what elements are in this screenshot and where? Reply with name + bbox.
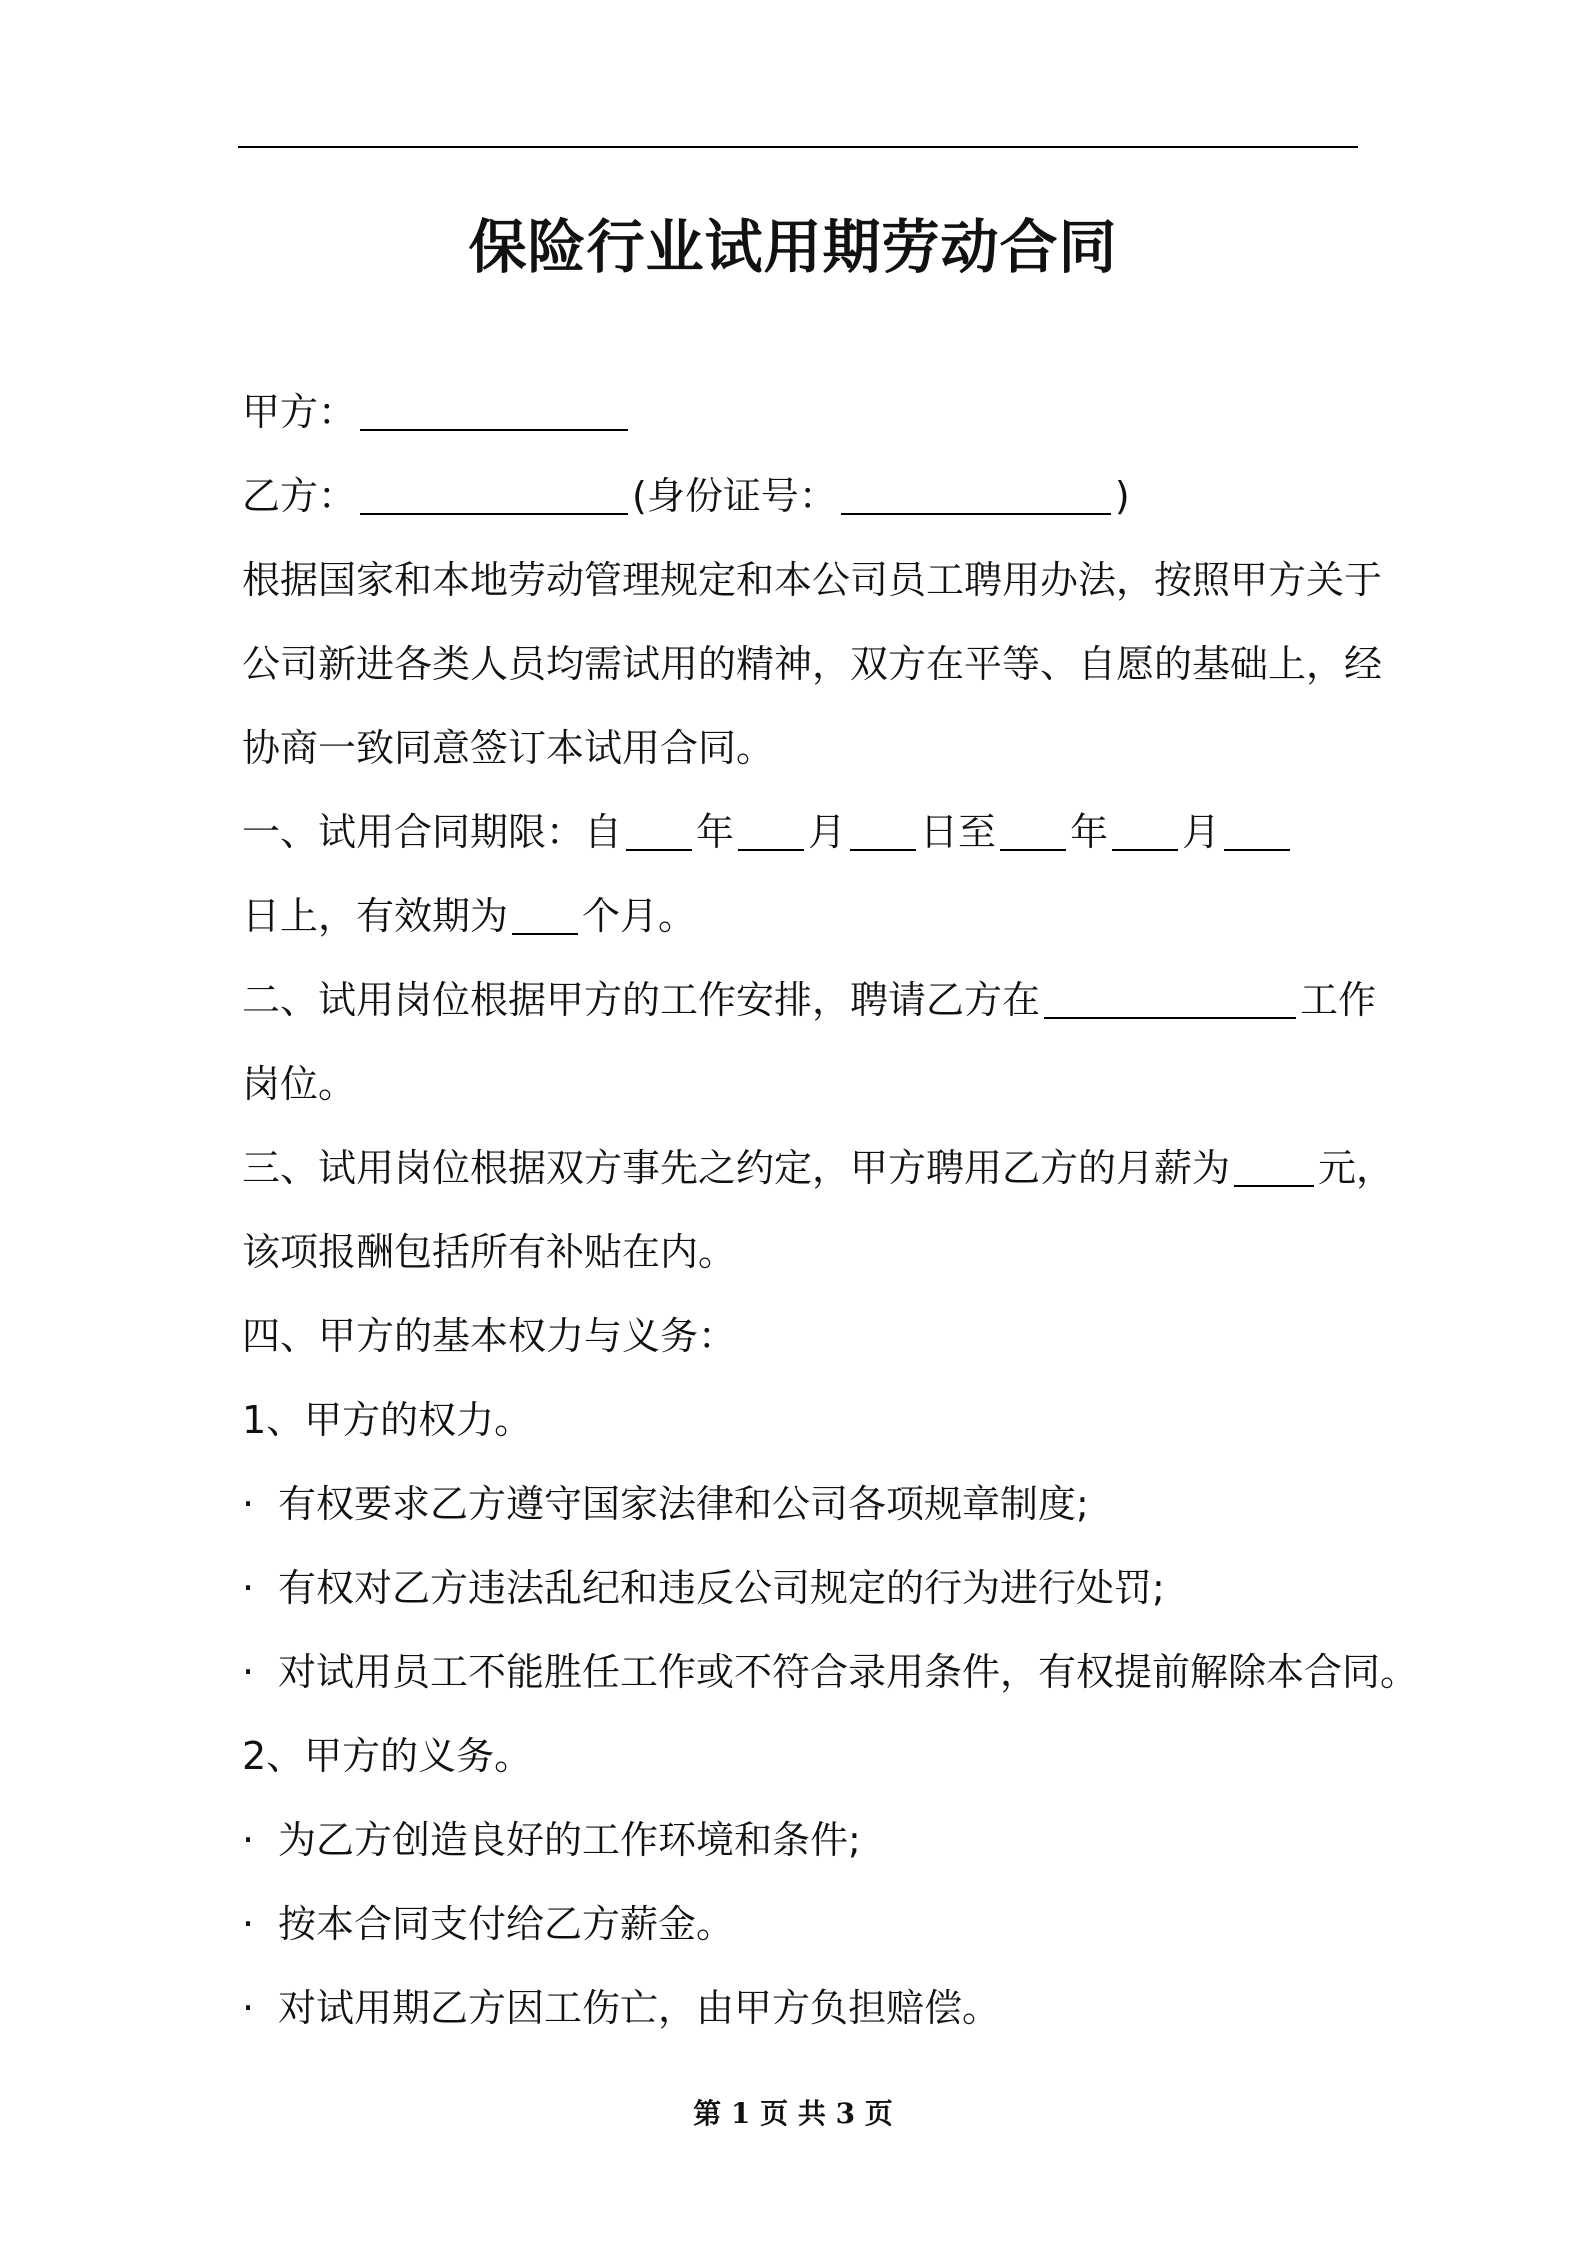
bullet-icon: · xyxy=(242,1902,255,1946)
bullet-icon: · xyxy=(242,1650,255,1694)
party-a-line xyxy=(242,370,1382,454)
list-item xyxy=(242,1798,1382,1882)
clause-4-heading: 四、甲方的基本权力与义务： xyxy=(242,1314,737,1358)
clause-3-line xyxy=(242,1126,1395,1210)
year-label: 年 xyxy=(696,810,735,854)
clause-3-tail: 元， xyxy=(1318,1146,1395,1190)
clause-2-line xyxy=(242,958,1382,1042)
list-item-text: 对试用期乙方因工伤亡，由甲方负担赔偿。 xyxy=(278,1986,1001,2030)
start-day-blank xyxy=(850,809,916,851)
party-b-label: 乙方： xyxy=(242,474,357,518)
bullet-icon: · xyxy=(242,1986,255,2030)
list-item-text: 对试用员工不能胜任工作或不符合录用条件，有权提前解除本合同。 xyxy=(278,1650,1419,1694)
clause-2-line-2: 岗位。 xyxy=(242,1062,357,1106)
intro-line: 根据国家和本地劳动管理规定和本公司员工聘用办法，按照甲方关于 xyxy=(242,558,1383,602)
list-item xyxy=(242,1630,1419,1714)
page-footer: 第 1 页 共 3 页 xyxy=(693,2097,893,2130)
party-b-line xyxy=(242,454,1382,538)
duties-heading: 2、甲方的义务。 xyxy=(242,1734,533,1778)
list-item-text: 为乙方创造良好的工作环境和条件; xyxy=(278,1818,861,1862)
start-month-blank xyxy=(738,809,804,851)
header-rule xyxy=(238,146,1358,148)
salary-blank xyxy=(1234,1145,1314,1187)
list-item xyxy=(242,1966,1382,2050)
list-item xyxy=(242,1462,1382,1546)
list-item-text: 有权要求乙方遵守国家法律和公司各项规章制度; xyxy=(278,1482,1089,1526)
month-label: 月 xyxy=(1182,810,1221,854)
bullet-icon: · xyxy=(242,1482,255,1526)
intro-line: 协商一致同意签订本试用合同。 xyxy=(242,726,775,770)
clause-2-text: 二、试用岗位根据甲方的工作安排，聘请乙方在 xyxy=(242,978,1041,1022)
party-b-blank xyxy=(360,473,628,515)
end-day-blank xyxy=(1224,809,1290,851)
validity-text: 日上，有效期为 xyxy=(242,894,509,938)
end-month-blank xyxy=(1112,809,1178,851)
clause-3-text: 三、试用岗位根据双方事先之约定，甲方聘用乙方的月薪为 xyxy=(242,1146,1231,1190)
clause-2-tail: 工作 xyxy=(1300,978,1377,1022)
id-number-blank xyxy=(841,473,1111,515)
document-body xyxy=(242,370,1419,2050)
id-close: ) xyxy=(1114,474,1130,518)
post-blank xyxy=(1044,977,1296,1019)
end-year-blank xyxy=(1000,809,1066,851)
start-year-blank xyxy=(626,809,692,851)
months-blank xyxy=(512,893,578,935)
bullet-icon: · xyxy=(242,1818,255,1862)
party-a-blank xyxy=(360,389,628,431)
rights-heading: 1、甲方的权力。 xyxy=(242,1398,533,1442)
clause-1-line xyxy=(242,790,1382,874)
id-open: (身份证号： xyxy=(632,474,837,518)
clause-1-line-2 xyxy=(242,874,1382,958)
list-item-text: 有权对乙方违法乱纪和违反公司规定的行为进行处罚; xyxy=(278,1566,1165,1610)
months-label: 个月。 xyxy=(582,894,697,938)
document-title: 保险行业试用期劳动合同 xyxy=(468,213,1118,281)
clause-3-line-2: 该项报酬包括所有补贴在内。 xyxy=(242,1230,737,1274)
list-item xyxy=(242,1882,1382,1966)
day-to-label: 日至 xyxy=(920,810,997,854)
bullet-icon: · xyxy=(242,1566,255,1610)
list-item xyxy=(242,1546,1382,1630)
intro-line: 公司新进各类人员均需试用的精神，双方在平等、自愿的基础上，经 xyxy=(242,642,1383,686)
list-item-text: 按本合同支付给乙方薪金。 xyxy=(278,1902,735,1946)
party-a-label: 甲方： xyxy=(242,390,357,434)
clause-1-text: 一、试用合同期限：自 xyxy=(242,810,623,854)
year-label: 年 xyxy=(1070,810,1109,854)
month-label: 月 xyxy=(808,810,847,854)
